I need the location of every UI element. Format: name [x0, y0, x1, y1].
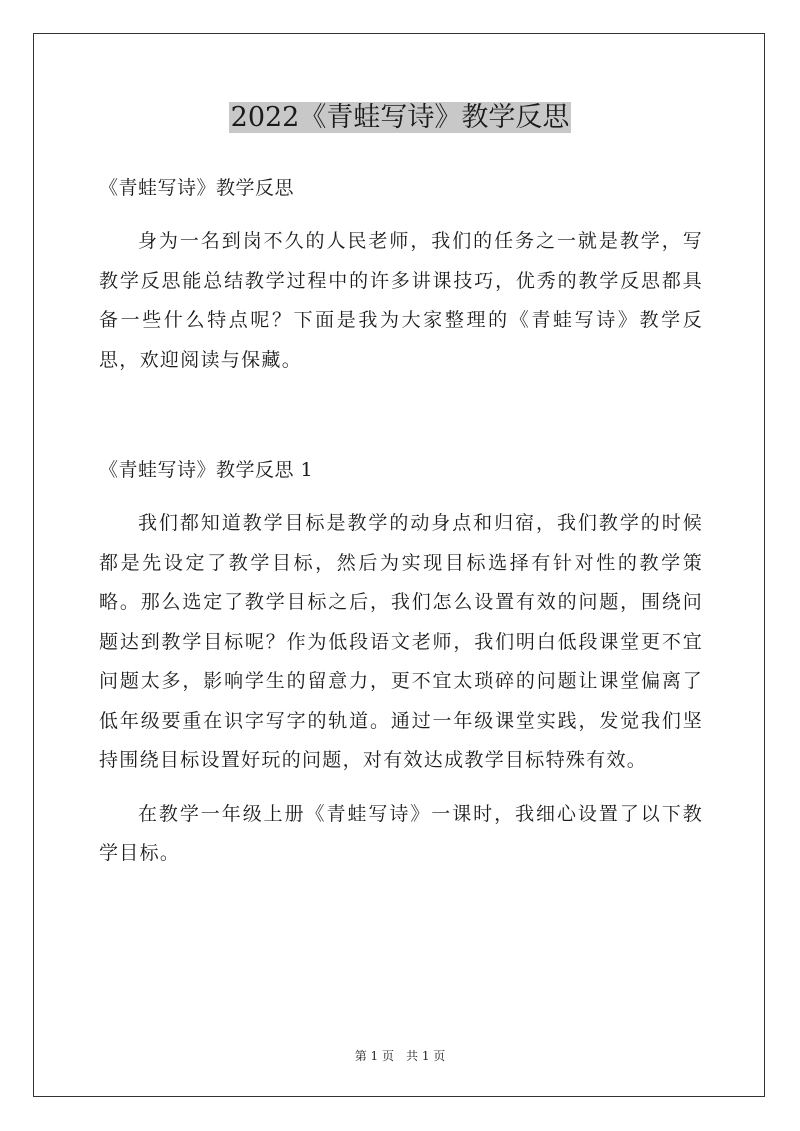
document-body: [99, 168, 703, 874]
section-paragraph-1: 我们都知道教学目标是教学的动身点和归宿，我们教学的时候都是先设定了教学目标，然后为实现目标选择有针对性的教学策略。那么选定了教学目标之后，我们怎么设置有效的问题，围绕问题达到教学目标呢？作为低段语文老师，我们明白低段课堂更不宜问题太多，影响学生的留意力，更不宜太琐碎的问题让课堂偏离了低年级要重在识字写字的轨道。通过一年级课堂实践，发觉我们坚持围绕目标设置好玩的问题，对有效达成教学目标特殊有效。: [99, 512, 703, 771]
spacer: [99, 781, 703, 795]
section-heading: 《青蛙写诗》教学反思 1: [99, 459, 314, 481]
spacer: [99, 380, 703, 450]
subtitle: 《青蛙写诗》教学反思: [99, 177, 295, 199]
spacer: [99, 490, 703, 504]
intro-paragraph: 身为一名到岗不久的人民老师，我们的任务之一就是教学，写教学反思能总结教学过程中的许多讲课技巧，优秀的教学反思都具备一些什么特点呢？下面是我为大家整理的《青蛙写诗》教学反思，欢迎阅读与保藏。: [99, 230, 703, 371]
document-title: [0, 98, 800, 138]
document-title-text: 2022《青蛙写诗》教学反思: [230, 102, 570, 133]
page-footer: 第 1 页 共 1 页: [354, 1049, 446, 1063]
spacer: [99, 208, 703, 222]
section-paragraph-2: 在教学一年级上册《青蛙写诗》一课时，我细心设置了以下教学目标。: [99, 802, 703, 864]
